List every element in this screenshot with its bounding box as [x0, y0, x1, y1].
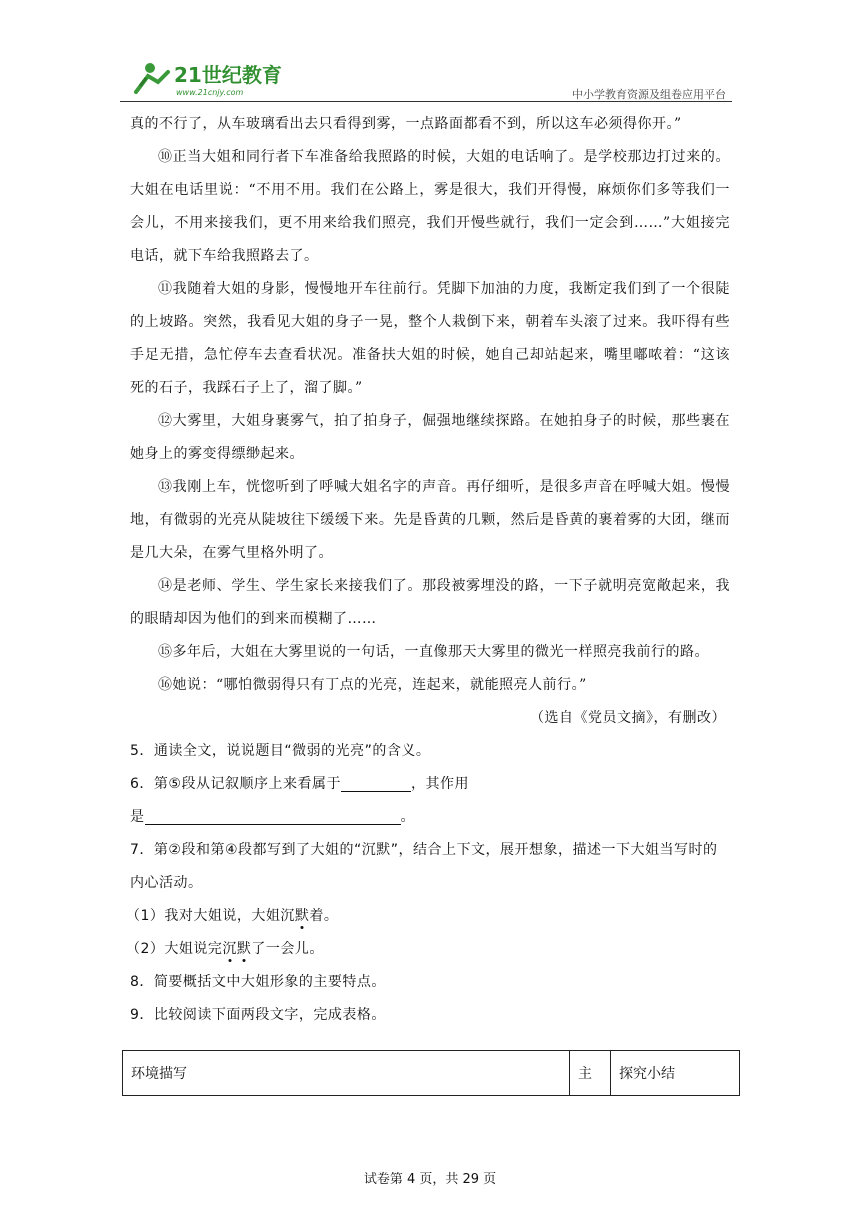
passage-paragraph: ⑬我刚上车，恍惚听到了呼喊大姐名字的声音。再仔细听，是很多声音在呼喊大姐。慢慢地，有微弱的光亮从陡坡往下缓缓下来。先是昏黄的几颗，然后是昏黄的裹着雾的大团，继而是几大朵，在雾气里格外明了。: [130, 479, 730, 561]
emphasis-char: 默: [294, 908, 310, 924]
question-6-text: 是: [130, 809, 145, 825]
answer-blank[interactable]: [341, 773, 411, 792]
question-6-text: 6．第⑤段从记叙顺序上来看属于: [130, 776, 341, 792]
answer-blank[interactable]: [145, 806, 401, 825]
table-cell: 环境描写: [123, 1051, 570, 1096]
question-text: （1）我对大姐说，大姐沉: [126, 908, 295, 924]
question-7-1: [126, 900, 730, 933]
emphasis-char: 沉: [222, 941, 237, 957]
question-7-2: [126, 933, 730, 966]
question-8: 8．简要概括文中大姐形象的主要特点。: [130, 974, 386, 990]
question-7: 7．第②段和第④段都写到了大姐的“沉默”，结合上下文，展开想象，描述一下大姐当写时的内心活动。: [130, 842, 718, 891]
comparison-table: [122, 1050, 740, 1096]
page-header: [120, 58, 732, 102]
question-6-text: ，其作用: [410, 776, 469, 792]
platform-name: 中小学教育资源及组卷应用平台: [572, 88, 726, 101]
passage-paragraph: ⑪我随着大姐的身影，慢慢地开车往前行。凭脚下加油的力度，我断定我们到了一个很陡的上坡路。突然，我看见大姐的身子一晃，整个人栽倒下来，朝着车头滚了过来。我吓得有些手足无措，急忙停车去查看状况。准备扶大姐的时候，她自己却站起来，嘴里嘟哝着：“这该死的石子，我踩石子上了，溜了脚。”: [130, 281, 730, 396]
question-6-cont: [130, 801, 730, 834]
header-divider: [120, 101, 732, 102]
passage-paragraph: ⑯她说：“哪怕微弱得只有丁点的光亮，连起来，就能照亮人前行。”: [158, 677, 587, 693]
question-text: （2）大姐说完: [126, 941, 223, 957]
passage-paragraph: 真的不行了，从车玻璃看出去只看得到雾，一点路面都看不到，所以这车必须得你开。”: [130, 116, 682, 132]
svg-text:21世纪教育: 21世纪教育: [174, 63, 282, 87]
question-9: 9．比较阅读下面两段文字，完成表格。: [130, 1007, 386, 1023]
svg-text:www.21cnjy.com: www.21cnjy.com: [176, 88, 244, 97]
passage-paragraph: ⑫大雾里，大姐身裹雾气，拍了拍身子，倔强地继续探路。在她拍身子的时候，那些裹在她身上的雾变得缥缈起来。: [130, 413, 730, 462]
passage-paragraph: ⑩正当大姐和同行者下车准备给我照路的时候，大姐的电话响了。是学校那边打过来的。大姐在电话里说：“不用不用。我们在公路上，雾是很大，我们开得慢，麻烦你们多等我们一会儿，不用来接我们，更不用来给我们照亮，我们开慢些就行，我们一定会到……”大姐接完电话，就下车给我照路去了。: [130, 149, 730, 264]
table-cell: 探究小结: [611, 1051, 740, 1096]
question-text: 了一会儿。: [251, 941, 324, 957]
source-note: （选自《党员文摘》，有删改）: [530, 710, 726, 726]
question-6: [130, 768, 730, 801]
passage-paragraph: ⑮多年后，大姐在大雾里说的一句话，一直像那天大雾里的微光一样照亮我前行的路。: [158, 644, 709, 660]
document-body: [126, 108, 730, 1032]
passage-paragraph: ⑭是老师、学生、学生家长来接我们了。那段被雾埋没的路，一下子就明亮宽敞起来，我的眼睛却因为他们的到来而模糊了……: [130, 578, 730, 627]
question-5: 5．通读全文，说说题目“微弱的光亮”的含义。: [130, 743, 431, 759]
question-text: 着。: [309, 908, 339, 924]
question-6-text: 。: [400, 809, 415, 825]
table-cell: 主: [570, 1051, 611, 1096]
logo-21cnjy: [128, 58, 298, 98]
table-row: [123, 1051, 740, 1096]
emphasis-char: 默: [236, 941, 252, 957]
page-footer: 试卷第 4 页，共 29 页: [363, 1172, 497, 1187]
